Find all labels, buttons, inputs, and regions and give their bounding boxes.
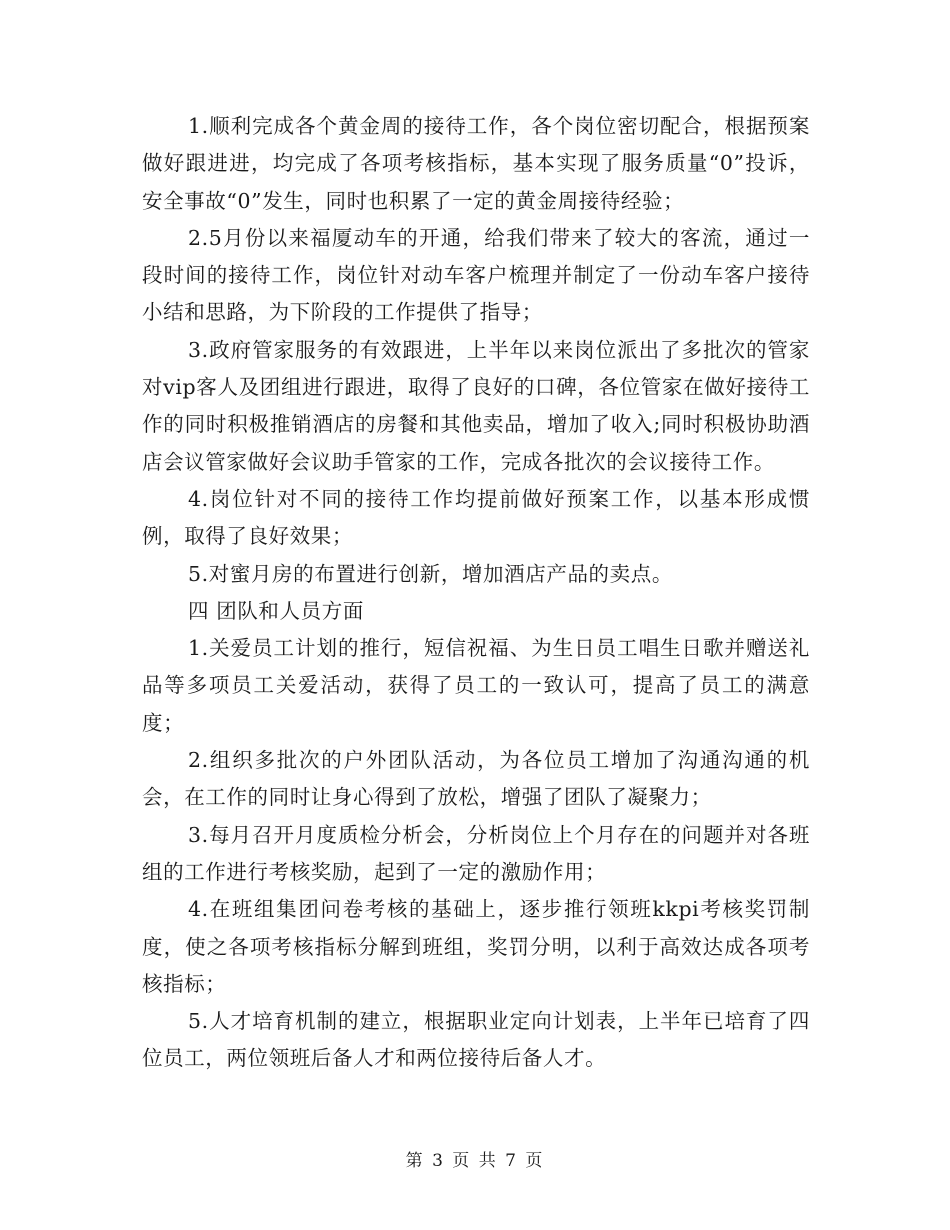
paragraph-3: 3.政府管家服务的有效跟进，上半年以来岗位派出了多批次的管家对vip客人及团组进行跟进，取得了良好的口碑，各位管家在做好接待工作的同时积极推销酒店的房餐和其他卖品，增加了收入;同时积极协助酒店会议管家做好会议助手管家的工作，完成各批次的会议接待工作。	[142, 337, 810, 474]
section-paragraph-5: 5.人才培育机制的建立，根据职业定向计划表，上半年已培育了四位员工，两位领班后备人才和两位接待后备人才。	[142, 1009, 810, 1071]
section-heading: 四 团队和人员方面	[188, 598, 364, 623]
section-paragraph-2: 2.组织多批次的户外团队活动，为各位员工增加了沟通沟通的机会，在工作的同时让身心得到了放松，增强了团队了凝聚力；	[142, 748, 810, 810]
page-number-footer: 第 3 页 共 7 页	[405, 1151, 545, 1171]
paragraph-1: 1.顺利完成各个黄金周的接待工作，各个岗位密切配合，根据预案做好跟进进，均完成了各项考核指标，基本实现了服务质量“0”投诉，安全事故“0”发生，同时也积累了一定的黄金周接待经验；	[142, 114, 810, 213]
section-paragraph-3: 3.每月召开月度质检分析会，分析岗位上个月存在的问题并对各班组的工作进行考核奖励，起到了一定的激励作用；	[142, 822, 810, 884]
paragraph-5: 5.对蜜月房的布置进行创新，增加酒店产品的卖点。	[188, 561, 673, 586]
document-body	[142, 108, 810, 1078]
section-paragraph-1: 1.关爱员工计划的推行，短信祝福、为生日员工唱生日歌并赠送礼品等多项员工关爱活动，获得了员工的一致认可，提高了员工的满意度；	[142, 636, 810, 735]
paragraph-4: 4.岗位针对不同的接待工作均提前做好预案工作，以基本形成惯例，取得了良好效果；	[142, 486, 810, 549]
paragraph-2: 2.5月份以来福厦动车的开通，给我们带来了较大的客流，通过一段时间的接待工作，岗位针对动车客户梳理并制定了一份动车客户接待小结和思路，为下阶段的工作提供了指导；	[142, 225, 810, 325]
section-paragraph-4: 4.在班组集团问卷考核的基础上，逐步推行领班kkpi考核奖罚制度，使之各项考核指标分解到班组，奖罚分明，以利于高效达成各项考核指标；	[142, 897, 810, 996]
